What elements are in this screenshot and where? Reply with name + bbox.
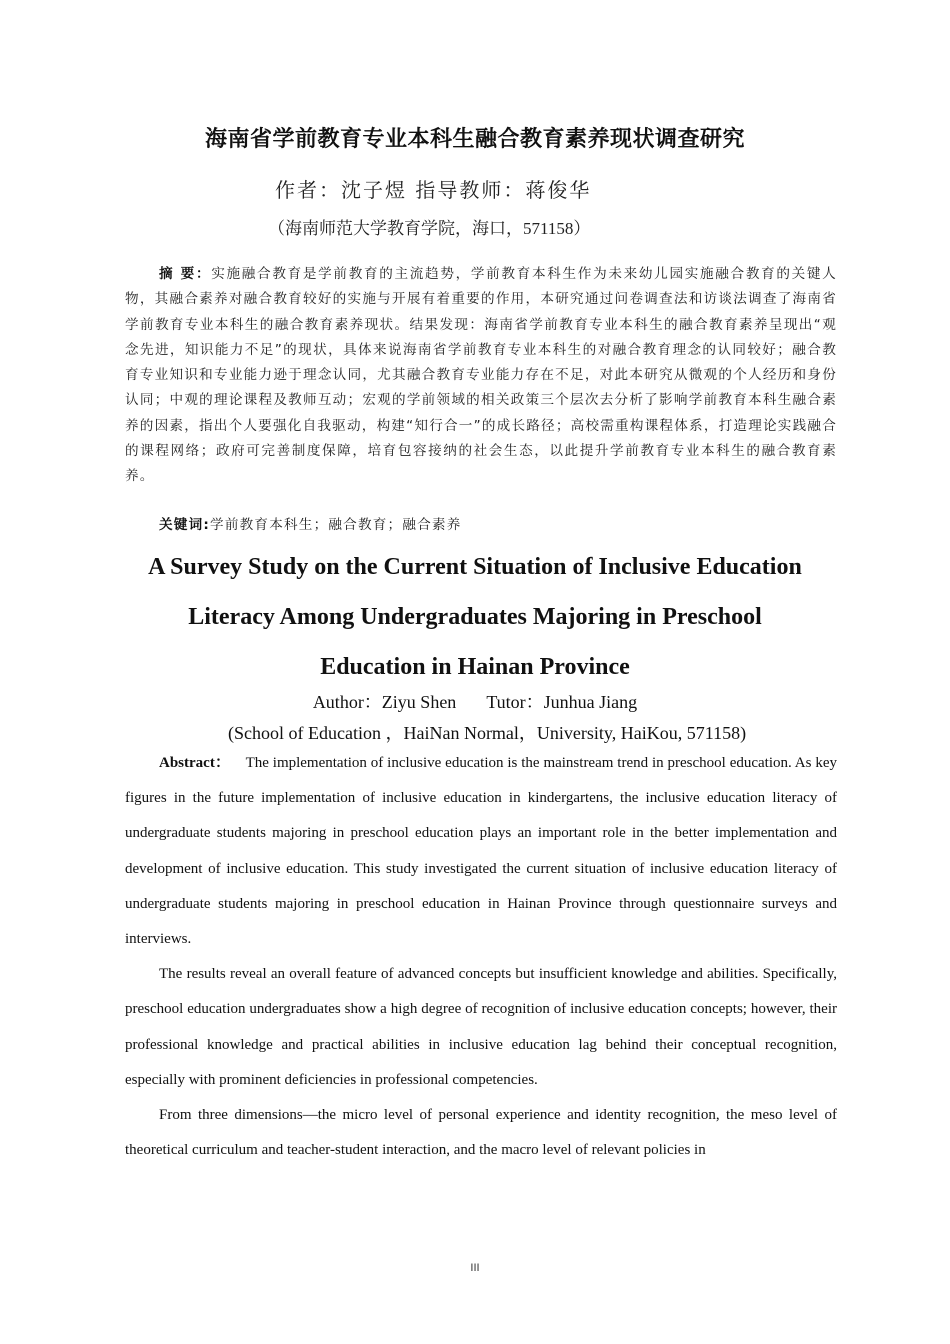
chinese-abstract-label: 摘 要： — [159, 266, 212, 282]
english-title-line-1: A Survey Study on the Current Situation of Inclusive Education — [148, 554, 802, 580]
chinese-keywords — [159, 513, 462, 533]
chinese-keywords-label: 关键词: — [159, 517, 211, 533]
english-abstract-label: Abstract： — [159, 755, 231, 771]
english-abstract-paragraph-3: From three dimensions—the micro level of personal experience and identity recognition, the meso level of theoretical curriculum and teacher-student interaction, and the macro level of relevant policies in — [125, 1107, 837, 1159]
english-title-line-3: Education in Hainan Province — [320, 654, 630, 680]
english-abstract-paragraph-2: The results reveal an overall feature of advanced concepts but insufficient knowledge and abilities. Specifically, preschool education undergraduates show a high degree of recognition of inclusive education concepts; however, their professional knowledge and practical abilities in inclusive education lag behind their conceptual recognition, especially with prominent deficiencies in professional competencies. — [125, 966, 837, 1088]
chinese-title: 海南省学前教育专业本科生融合教育素养现状调查研究 — [204, 127, 745, 152]
english-author: Author：Ziyu Shen — [312, 692, 457, 712]
english-tutor: Tutor：Junhua Jiang — [486, 692, 638, 712]
page-number: III — [470, 1262, 480, 1274]
chinese-keywords-text: 学前教育本科生；融合教育；融合素养 — [210, 517, 462, 533]
chinese-abstract — [125, 262, 837, 490]
english-title — [0, 542, 950, 692]
english-abstract-paragraph-1 — [125, 746, 837, 957]
english-author-line — [0, 688, 950, 714]
chinese-affiliation: （海南师范大学教育学院，海口，571158） — [268, 219, 591, 238]
english-abstract — [125, 746, 837, 1168]
chinese-author-line: 作者：沈子煜 指导教师：蒋俊华 — [275, 178, 592, 202]
english-affiliation: (School of Education ，HaiNan Normal，University, HaiKou, 571158) — [228, 723, 747, 743]
english-title-line-2: Literacy Among Undergraduates Majoring in Preschool — [188, 604, 762, 630]
english-abstract-text-1: The implementation of inclusive education is the mainstream trend in preschool education. As key figures in the future implementation of inclusive education in kindergartens, the inclusive education literacy of undergraduate students majoring in preschool education plays an important role in the better implementation and development of inclusive education. This study investigated the current situation of inclusive education literacy of undergraduate students majoring in preschool education in Hainan Province through questionnaire surveys and interviews. — [125, 755, 838, 948]
chinese-abstract-text: 实施融合教育是学前教育的主流趋势，学前教育本科生作为未来幼儿园实施融合教育的关键人物，其融合素养对融合教育较好的实施与开展有着重要的作用，本研究通过问卷调查法和访谈法调查了海南省学前教育专业本科生的融合教育素养现状。结果发现：海南省学前教育专业本科生的融合教育素养呈现出“观念先进，知识能力不足”的现状，具体来说海南省学前教育专业本科生的对融合教育理念的认同较好；融合教育专业知识和专业能力逊于理念认同，尤其融合教育专业能力存在不足，对此本研究从微观的个人经历和身份认同；中观的理论课程及教师互动；宏观的学前领域的相关政策三个层次去分析了影响学前教育本科生融合素养的因素，指出个人要强化自我驱动，构建“知行合一”的成长路径；高校需重构课程体系，打造理论实践融合的课程网络；政府可完善制度保障，培育包容接纳的社会生态，以此提升学前教育专业本科生的融合教育素养。 — [125, 266, 837, 485]
